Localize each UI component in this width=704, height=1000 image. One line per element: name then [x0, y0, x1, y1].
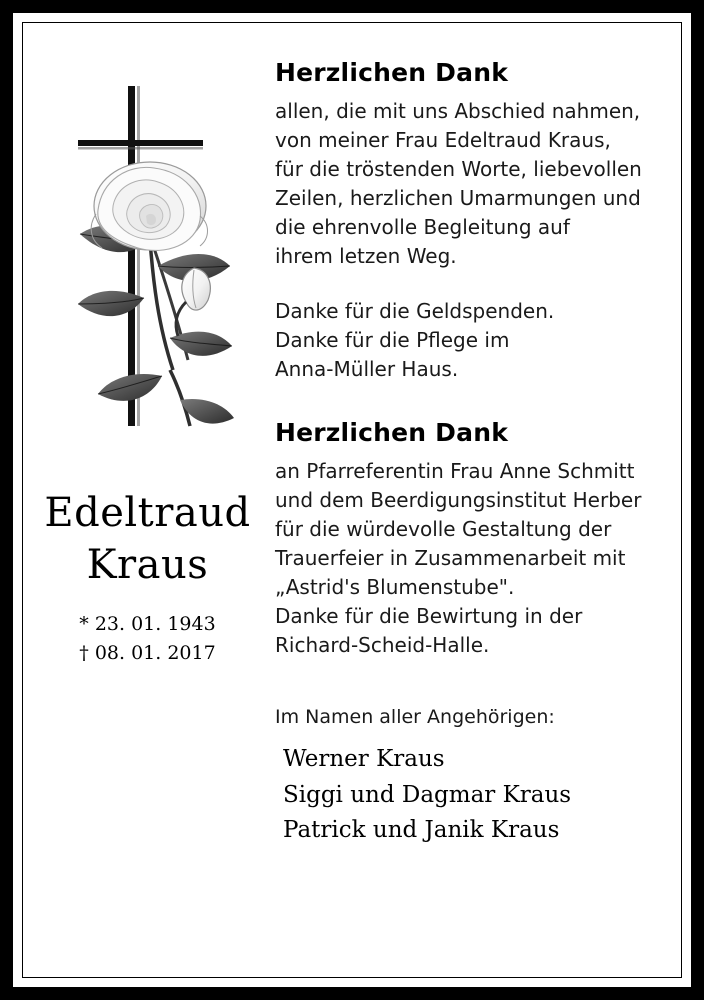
thanks-2-line: Danke für die Bewirtung in der	[275, 604, 583, 628]
thanks-paragraph-1	[275, 97, 675, 271]
card-content	[30, 30, 674, 970]
cross-icon	[58, 70, 248, 440]
thanks-1-line: für die tröstenden Worte, liebevollen	[275, 157, 642, 181]
closing-label: Im Namen aller Angehörigen:	[275, 706, 555, 728]
left-column	[30, 30, 265, 970]
deceased-name-block	[30, 490, 265, 669]
thanks-1-line: ihrem letzen Weg.	[275, 244, 457, 268]
cross-and-rose-artwork	[58, 70, 248, 440]
thanks-paragraph-2	[275, 457, 675, 660]
donations-paragraph	[275, 297, 675, 384]
deceased-last-name: Kraus	[86, 542, 209, 588]
thanks-2-line: für die würdevolle Gestaltung der	[275, 517, 612, 541]
right-column	[275, 58, 675, 849]
survivor-name: Werner Kraus	[283, 746, 445, 772]
thanks-heading-1: Herzlichen Dank	[275, 58, 509, 87]
donations-line: Danke für die Geldspenden.	[275, 299, 555, 323]
thanks-1-line: die ehrenvolle Begleitung auf	[275, 215, 570, 239]
thanks-2-line: Richard-Scheid-Halle.	[275, 633, 490, 657]
thanks-2-line: und dem Beerdigungsinstitut Herber	[275, 488, 642, 512]
survivor-name: Siggi und Dagmar Kraus	[283, 781, 572, 808]
survivor-name: Patrick und Janik Kraus	[283, 817, 560, 844]
donations-line: Danke für die Pflege im	[275, 328, 510, 352]
death-date: † 08. 01. 2017	[79, 642, 216, 665]
thanks-1-line: von meiner Frau Edeltraud Kraus,	[275, 128, 611, 152]
thanks-heading-2: Herzlichen Dank	[275, 418, 509, 447]
thanks-1-line: allen, die mit uns Abschied nahmen,	[275, 99, 641, 123]
donations-line: Anna-Müller Haus.	[275, 357, 459, 381]
life-dates	[30, 610, 265, 669]
thanks-1-line: Zeilen, herzlichen Umarmungen und	[275, 186, 641, 210]
thanks-2-line: Trauerfeier in Zusammenarbeit mit	[275, 546, 626, 570]
thanks-2-line: „Astrid's Blumenstube".	[275, 575, 515, 599]
deceased-first-name: Edeltraud	[44, 490, 251, 536]
birth-date: * 23. 01. 1943	[79, 613, 216, 635]
survivors-list	[275, 742, 675, 849]
thanks-2-line: an Pfarreferentin Frau Anne Schmitt	[275, 459, 635, 483]
